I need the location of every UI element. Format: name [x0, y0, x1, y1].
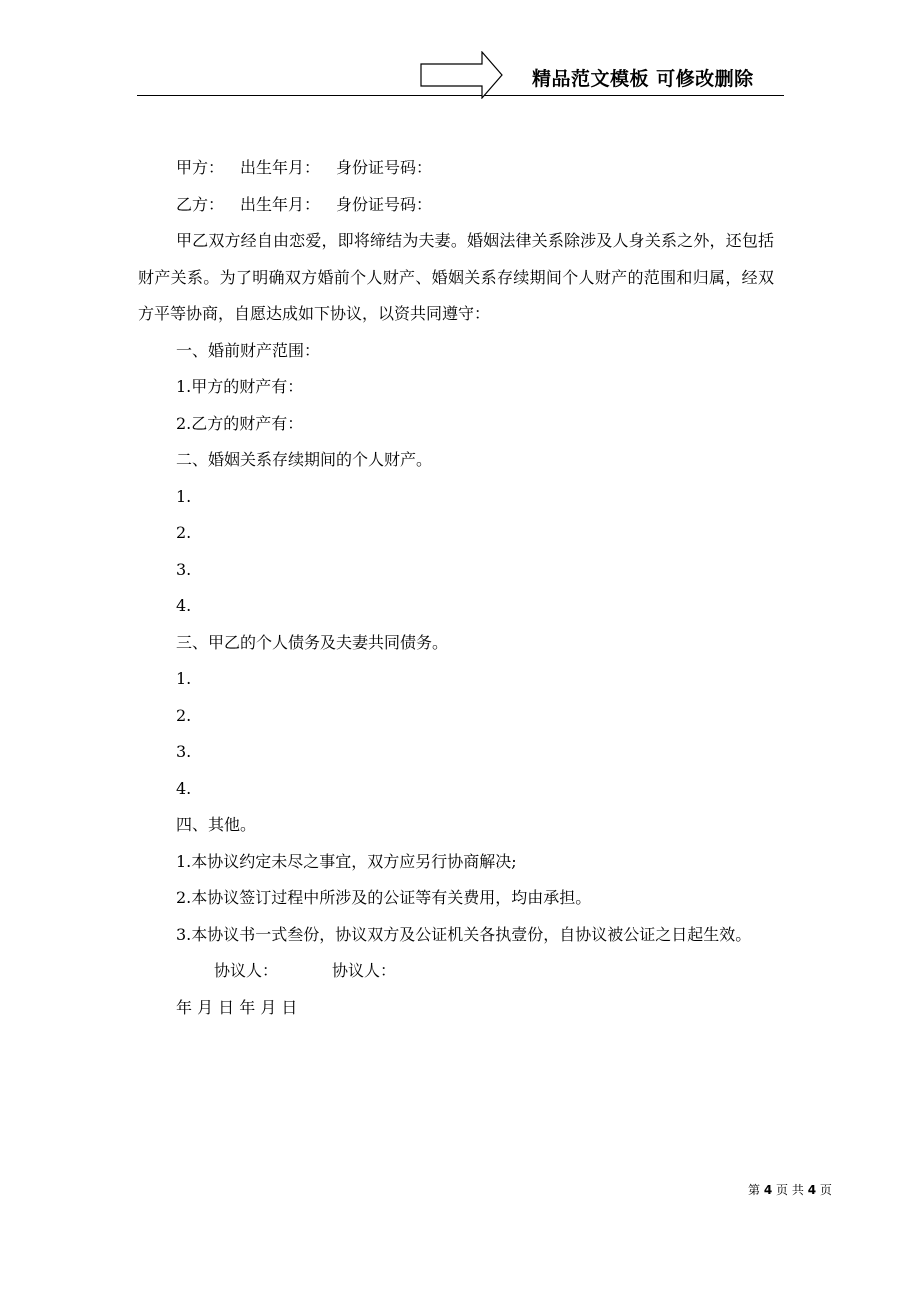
- document-body: [138, 150, 774, 1026]
- party-a-line: [138, 150, 774, 187]
- party-b-id-label: 身份证号码：: [336, 194, 433, 214]
- section-4-item: 2.本协议签订过程中所涉及的公证等有关费用，均由承担。: [176, 888, 592, 907]
- party-b-birth-label: 出生年月：: [240, 194, 321, 214]
- footer-prefix: 第: [748, 1183, 761, 1197]
- signature-line: [138, 953, 774, 990]
- section-3-heading: 三、甲乙的个人债务及夫妻共同债务。: [176, 632, 449, 652]
- section-2-item: 4.: [176, 596, 192, 615]
- party-b-line: [138, 187, 774, 224]
- section-3-item: 2.: [176, 705, 192, 725]
- section-1-item: 1.甲方的财产有：: [176, 377, 304, 396]
- party-a-id-label: 身份证号码：: [336, 158, 433, 177]
- section-3-item: 1.: [176, 669, 192, 688]
- party-a-birth-label: 出生年月：: [240, 158, 321, 177]
- signer-a-label: 协议人：: [214, 961, 279, 980]
- section-4-item: 1.本协议约定未尽之事宜，双方应另行协商解决;: [176, 851, 517, 871]
- section-2-item: 3.: [176, 559, 192, 579]
- arrow-right-icon: [420, 51, 504, 99]
- footer-middle: 页 共: [776, 1183, 804, 1197]
- section-3-item: 4.: [176, 778, 192, 798]
- section-2-heading: 二、婚姻关系存续期间的个人财产。: [176, 450, 433, 469]
- page-footer: [748, 1181, 832, 1198]
- section-1-item: 2.乙方的财产有：: [176, 413, 304, 433]
- party-a-label: 甲方：: [176, 158, 225, 177]
- section-1-heading: 一、婚前财产范围：: [176, 340, 321, 360]
- footer-total-pages: 4: [807, 1183, 817, 1197]
- section-2-item: 2.: [176, 523, 192, 542]
- party-b-label: 乙方：: [176, 194, 225, 214]
- footer-suffix: 页: [819, 1183, 832, 1197]
- intro-paragraph: 甲乙双方经自由恋爱，即将缔结为夫妻。婚姻法律关系除涉及人身关系之外，还包括财产关系。为了明确双方婚前个人财产、婚姻关系存续期间个人财产的范围和归属，经双方平等协商，自愿达成如下协议，以资共同遵守：: [138, 231, 774, 323]
- date-line: 年 月 日 年 月 日: [176, 997, 298, 1017]
- signer-b-label: 协议人：: [332, 961, 397, 980]
- header-title: 精品范文模板 可修改删除: [532, 68, 754, 90]
- section-4-item: 3.本协议书一式叁份，协议双方及公证机关各执壹份，自协议被公证之日起生效。: [176, 924, 752, 944]
- section-4-heading: 四、其他。: [176, 815, 257, 834]
- footer-page-number: 4: [763, 1183, 773, 1197]
- section-2-item: 1.: [176, 486, 192, 506]
- section-3-item: 3.: [176, 742, 192, 761]
